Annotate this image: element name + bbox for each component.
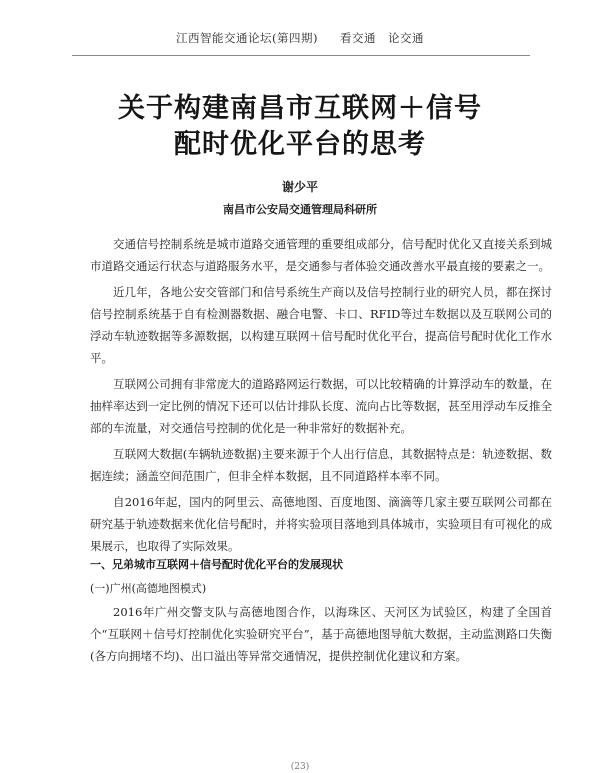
body-paragraph: 自2016年起，国内的阿里云、高德地图、百度地图、滴滴等几家主要互联网公司都在研究基于轨迹数据来优化信号配时，并将实验项目落地到具体城市，实验项目有可视化的成果展示，也取得了实际效果。 <box>90 495 552 553</box>
page-number: (23) <box>290 762 310 772</box>
subsection-heading: (一)广州(高德地图模式) <box>90 582 207 595</box>
body-paragraph: 交通信号控制系统是城市道路交通管理的重要组成部分，信号配时优化又直接关系到城市道路交通运行状态与道路服务水平，是交通参与者体验交通改善水平最直接的要素之一。 <box>90 237 552 273</box>
header-divider <box>72 55 530 56</box>
body-paragraph: 互联网大数据(车辆轨迹数据)主要来源于个人出行信息，其数据特点是：轨迹数据、数据连续；涵盖空间范围广，但非全样本数据，且不同道路样本率不同。 <box>90 447 552 483</box>
running-header <box>0 30 600 46</box>
body-paragraph: 互联网公司拥有非常庞大的道路路网运行数据，可以比较精确的计算浮动车的数量，在抽样率达到一定比例的情况下还可以估计排队长度、流向占比等数据，甚至用浮动车反推全部的车流量，对交通信号控制的优化是一种非常好的数据补充。 <box>90 377 552 435</box>
author-affiliation: 南昌市公安局交通管理局科研所 <box>223 203 377 216</box>
section-heading: 一、兄弟城市互联网＋信号配时优化平台的发展现状 <box>90 558 343 571</box>
section-body <box>90 601 552 667</box>
article-title-line-1: 关于构建南昌市互联网＋信号 <box>118 93 482 124</box>
author-name: 谢少平 <box>281 180 318 194</box>
article-body <box>90 233 552 557</box>
article-title-line-2: 配时优化平台的思考 <box>174 129 426 160</box>
body-paragraph: 2016年广州交警支队与高德地图合作，以海珠区、天河区为试验区，构建了全国首个“互联网＋信号灯控制优化实验研究平台”，基于高德地图导航大数据，主动监测路口失衡(各方向拥堵不均)、出口溢出等异常交通情况，提供控制优化建议和方案。 <box>90 605 552 663</box>
journal-name: 江西智能交通论坛(第四期) <box>176 31 318 45</box>
column-name: 看交通 论交通 <box>339 31 424 45</box>
body-paragraph: 近几年，各地公安交管部门和信号系统生产商以及信号控制行业的研究人员，都在探讨信号控制系统基于自有检测器数据、融合电警、卡口、RFID等过车数据以及互联网公司的浮动车轨迹数据等多源数据，以构建互联网＋信号配时优化平台，提高信号配时优化工作水平。 <box>90 285 552 365</box>
